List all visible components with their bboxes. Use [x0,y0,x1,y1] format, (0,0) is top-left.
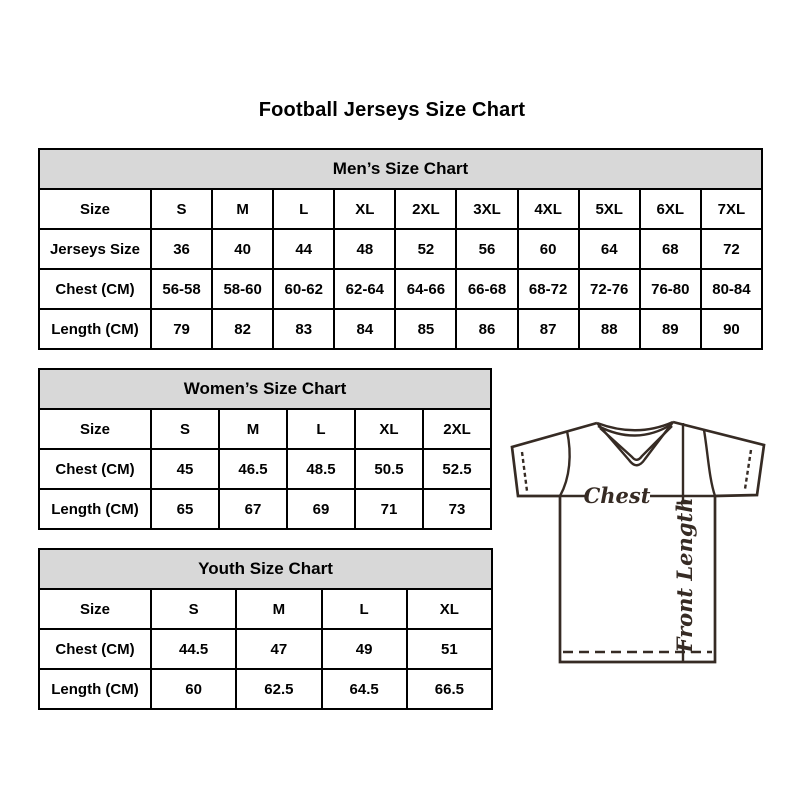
table-cell: 7XL [701,189,762,229]
table-cell: 87 [518,309,579,349]
table-cell: 48.5 [287,449,355,489]
table-cell: M [212,189,273,229]
table-cell: S [151,189,212,229]
row-label-cell: Size [39,409,151,449]
table-cell: 46.5 [219,449,287,489]
table-row [39,269,762,309]
womens-table-title-row [39,369,491,409]
table-row [39,489,491,529]
front-length-label: Front Length [672,497,697,653]
table-cell: 86 [456,309,517,349]
table-cell: 79 [151,309,212,349]
row-label-cell: Jerseys Size [39,229,151,269]
row-label-cell: Length (CM) [39,669,151,709]
table-cell: 89 [640,309,701,349]
table-cell: 68-72 [518,269,579,309]
youth-table-title-row [39,549,492,589]
table-cell: 56 [456,229,517,269]
youth-table-title: Youth Size Chart [39,549,492,589]
table-cell: 76-80 [640,269,701,309]
table-row [39,229,762,269]
table-cell: 62.5 [236,669,321,709]
table-cell: 65 [151,489,219,529]
table-cell: 48 [334,229,395,269]
table-cell: 69 [287,489,355,529]
table-cell: 66-68 [456,269,517,309]
table-cell: 52 [395,229,456,269]
youth-size-table [38,548,493,710]
table-cell: 90 [701,309,762,349]
table-cell: 64-66 [395,269,456,309]
table-cell: 58-60 [212,269,273,309]
table-cell: 5XL [579,189,640,229]
table-cell: 49 [322,629,407,669]
table-cell: 85 [395,309,456,349]
table-cell: 83 [273,309,334,349]
table-cell: 47 [236,629,321,669]
jersey-measurement-diagram [500,412,775,672]
table-row [39,189,762,229]
table-cell: 50.5 [355,449,423,489]
table-cell: 36 [151,229,212,269]
row-label-cell: Chest (CM) [39,449,151,489]
table-cell: 72-76 [579,269,640,309]
table-cell: 2XL [395,189,456,229]
table-cell: L [287,409,355,449]
row-label-cell: Length (CM) [39,489,151,529]
table-cell: 60 [518,229,579,269]
chest-label: Chest [583,483,651,508]
table-cell: 60 [151,669,236,709]
row-label-cell: Chest (CM) [39,629,151,669]
cuff-dashed-line-left [522,452,527,491]
table-cell: 56-58 [151,269,212,309]
table-cell: L [273,189,334,229]
table-row [39,589,492,629]
table-cell: 64.5 [322,669,407,709]
table-cell: 73 [423,489,491,529]
table-cell: 44.5 [151,629,236,669]
womens-size-table [38,368,492,530]
table-cell: 51 [407,629,492,669]
row-label-cell: Size [39,189,151,229]
table-cell: 80-84 [701,269,762,309]
table-cell: 88 [579,309,640,349]
table-cell: 66.5 [407,669,492,709]
table-cell: 67 [219,489,287,529]
table-cell: XL [334,189,395,229]
row-label-cell: Chest (CM) [39,269,151,309]
table-cell: 44 [273,229,334,269]
mens-table-title-row [39,149,762,189]
jersey-outline [512,422,764,662]
table-cell: M [236,589,321,629]
table-row [39,409,491,449]
table-cell: 68 [640,229,701,269]
table-cell: 52.5 [423,449,491,489]
table-cell: 45 [151,449,219,489]
table-cell: 6XL [640,189,701,229]
table-cell: 40 [212,229,273,269]
table-cell: 84 [334,309,395,349]
cuff-dashed-line-right [745,450,751,489]
table-cell: 82 [212,309,273,349]
table-cell: 4XL [518,189,579,229]
table-cell: M [219,409,287,449]
table-cell: 72 [701,229,762,269]
row-label-cell: Size [39,589,151,629]
table-cell: S [151,589,236,629]
table-cell: XL [407,589,492,629]
table-cell: 3XL [456,189,517,229]
row-label-cell: Length (CM) [39,309,151,349]
table-row [39,449,491,489]
mens-size-table [38,148,763,350]
womens-table-title: Women’s Size Chart [39,369,491,409]
armhole-seam-right [704,430,715,496]
table-row [39,309,762,349]
table-cell: 62-64 [334,269,395,309]
table-row [39,629,492,669]
table-cell: 64 [579,229,640,269]
table-cell: S [151,409,219,449]
table-cell: 71 [355,489,423,529]
table-cell: 2XL [423,409,491,449]
table-cell: L [322,589,407,629]
table-cell: XL [355,409,423,449]
armhole-seam-left [560,431,570,496]
page-title: Football Jerseys Size Chart [258,99,526,121]
table-row [39,669,492,709]
mens-table-title: Men’s Size Chart [39,149,762,189]
table-cell: 60-62 [273,269,334,309]
